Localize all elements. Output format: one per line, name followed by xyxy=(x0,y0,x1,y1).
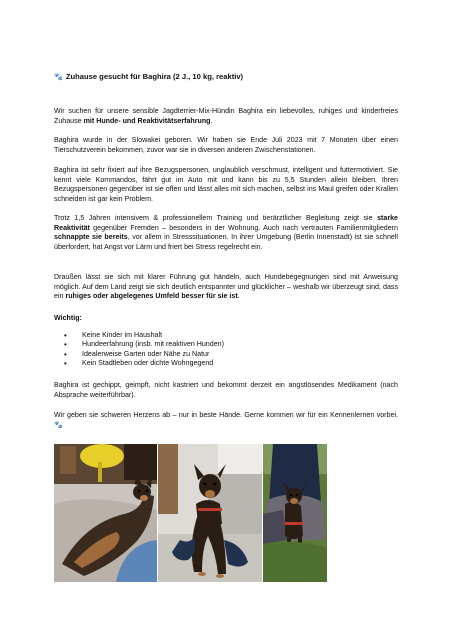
baghira-standing-with-rope-toy-photo xyxy=(158,444,262,582)
reactivity-paragraph: Trotz 1,5 Jahren intensivem & professionellem Training und tierärztlicher Begleitung zeigt sie starke Reaktivität gegenüber Fremden – besonders in der Wohnung. Auch nach vertrauten Familienmitgliedern schnappte sie bereits, vor allem in Stresssituationen. In ihrer Umgebung (Berlin Innenstadt) ist sie schnell überfordert, hat Angst vor Lärm und friert bei Stress regelrecht ein. xyxy=(54,214,398,251)
intro-paragraph: Wir suchen für unsere sensible Jagdterrier-Mix-Hündin Baghira ein liebevolles, ruhiges und kinderfreies Zuhause mit Hunde- und Reaktivitätserfahrung. xyxy=(54,107,398,125)
environment-emphasis: ruhiges oder abgelegenes Umfeld besser für sie ist xyxy=(65,292,238,301)
closing-paragraph: Wir geben sie schweren Herzens ab – nur in beste Hände. Gerne kommen wir für ein Kennenlernen vorbei. 🐾 xyxy=(54,411,398,429)
paw-prints-icon: 🐾 xyxy=(54,421,63,429)
baghira-on-lap-in-garden-photo xyxy=(263,444,327,582)
snapping-emphasis: schnappte sie bereits xyxy=(54,233,128,242)
list-item: • Hundeerfahrung (insb. mit reaktiven Hunden) xyxy=(54,340,394,349)
baghira-lying-on-couch-photo xyxy=(54,444,157,582)
list-item: • Idealerweise Garten oder Nähe zu Natur xyxy=(54,350,394,359)
requirements-heading: Wichtig: xyxy=(54,314,82,322)
intro-emphasis: mit Hunde- und Reaktivitätserfahrung xyxy=(83,116,211,125)
requirements-list xyxy=(54,331,394,368)
paw-prints-icon: 🐾 xyxy=(54,74,63,81)
character-paragraph: Baghira ist sehr fixiert auf ihre Bezugspersonen, unglaublich verschmust, intelligent und futtermotiviert. Sie kennt viele Kommandos, fährt gut im Auto mit und kann bis zu 5,5 Stunden allein bleiben. Ihren Bezugspersonen gegenüber ist sie offen und lässt alles mit sich machen, selbst ins Maul greifen oder Krallen schneiden ist gar kein Problem. xyxy=(54,166,398,203)
list-item: • Kein Stadtleben oder dichte Wohngegend xyxy=(54,359,394,368)
reactivity-emphasis: starke Reaktivität xyxy=(54,214,398,232)
outdoor-paragraph: Draußen lässt sie sich mit klarer Führung gut händeln, auch Hundebegegnungen sind mit Anweisung möglich. Auf dem Land zeigt sie sich deutlich entspannter und glücklicher – weshalb wir überzeugt sind, dass ein ruhiges oder abgelegenes Umfeld besser für sie ist. xyxy=(54,273,398,301)
origin-paragraph: Baghira wurde in der Slowakei geboren. Wir haben sie Ende Juli 2023 mit 7 Monaten über einen Tierschutzverein bekommen, zuvor war sie in diversen anderen Zwischenstationen. xyxy=(54,136,398,154)
list-item: • Keine Kinder im Haushalt xyxy=(54,331,394,340)
title-text: Zuhause gesucht für Baghira (2 J., 10 kg, reaktiv) xyxy=(65,72,244,81)
medical-paragraph: Baghira ist gechippt, geimpft, nicht kastriert und bekommt derzeit ein angstlösendes Medikament (nach Absprache weiterführbar). xyxy=(54,381,398,399)
document-title xyxy=(54,72,243,81)
